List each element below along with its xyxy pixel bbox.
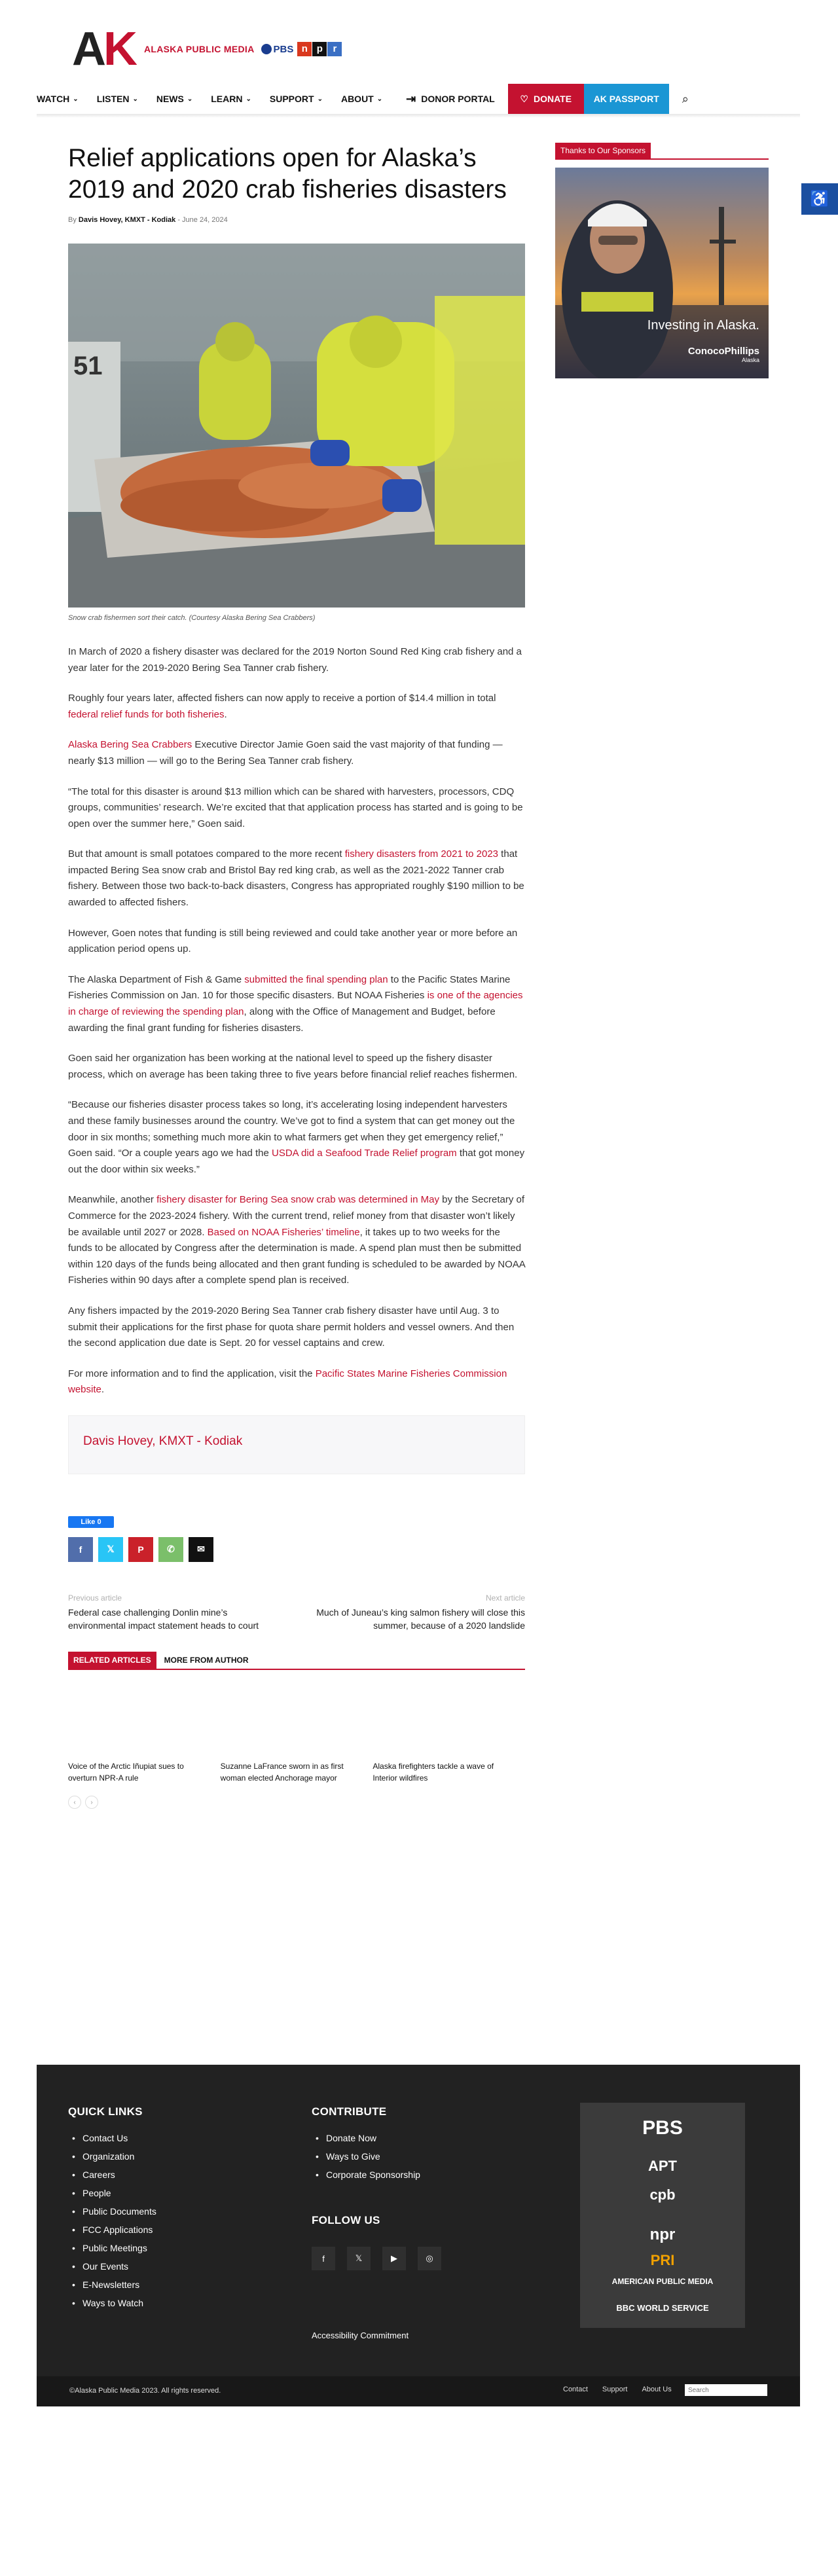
p12-text-a: For more information and to find the application, visit the [68, 1368, 316, 1379]
npr-letter-p: p [312, 42, 327, 56]
p7-text-c: , along with the Office of Management and Budget, before awarding the final grant funding for fisheries disasters. [68, 1006, 496, 1034]
partner-apm-logo[interactable]: AMERICAN PUBLIC MEDIA [611, 2277, 714, 2286]
footer-link[interactable]: • FCC Applications [68, 2224, 156, 2235]
paragraph-6: However, Goen notes that funding is still being reviewed and could take another year or more before an application period opens up. [68, 927, 518, 955]
accessibility-commitment-link[interactable]: Accessibility Commitment [312, 2331, 409, 2340]
byline [68, 216, 525, 224]
footer-link[interactable]: • Ways to Give [312, 2151, 453, 2162]
share-facebook-icon[interactable]: f [68, 1537, 93, 1562]
footer-link[interactable]: • E-Newsletters [68, 2279, 156, 2290]
p5-text-a: But that amount is small potatoes compared to the more recent [68, 848, 345, 860]
paragraph-7 [68, 972, 525, 1036]
footer-link[interactable]: • Our Events [68, 2261, 156, 2272]
paragraph-4: “The total for this disaster is around $13 million which can be shared with harvesters, processors, CDQ groups, communities’ research. We’re excited that that application process has started and is going to be open over the summer here,” Goen said. [68, 786, 523, 829]
instagram-icon[interactable]: ◎ [418, 2247, 441, 2270]
related-item[interactable]: Alaska firefighters tackle a wave of Interior wildfires [373, 1762, 494, 1783]
p2-text-b: . [224, 708, 227, 720]
paragraph-1: In March of 2020 a fishery disaster was declared for the 2019 Norton Sound Red King crab fishery and a year later for the 2019-2020 Bering Sea Tanner crab fishery. [68, 645, 522, 674]
x-icon[interactable]: 𝕏 [347, 2247, 371, 2270]
footer-bottom-links [563, 2386, 686, 2393]
sponsor-ad-brand [688, 346, 759, 363]
contribute-title: CONTRIBUTE [312, 2105, 387, 2118]
facebook-icon[interactable]: f [312, 2247, 335, 2270]
chevron-down-icon: ⌄ [246, 95, 251, 103]
pager-next-icon[interactable]: › [85, 1796, 98, 1809]
social-links [312, 2247, 453, 2270]
site-footer [37, 2065, 800, 2406]
npr-letter-r: r [327, 42, 342, 56]
site-logo[interactable] [72, 23, 342, 75]
article [68, 143, 525, 1809]
related-item[interactable]: Voice of the Arctic Iñupiat sues to overturn NPR-A rule [68, 1762, 184, 1783]
search-icon[interactable]: ⌕ [682, 92, 689, 105]
copyright: ©Alaska Public Media 2023. All rights reserved. [69, 2387, 221, 2395]
heart-icon: ♡ [520, 93, 528, 104]
nav-about-label: ABOUT [340, 94, 374, 104]
p12-text-b: . [101, 1384, 105, 1396]
nav-support[interactable] [270, 94, 323, 104]
tab-related-articles[interactable]: RELATED ARTICLES [68, 1652, 156, 1669]
logo-text: ALASKA PUBLIC MEDIA [144, 44, 255, 54]
chevron-down-icon: ⌄ [132, 95, 138, 103]
ak-passport-button[interactable]: AK PASSPORT [584, 84, 669, 114]
crab-fishermen-photo [68, 244, 525, 608]
footer-bottom-bar [37, 2376, 800, 2406]
contribute-list [312, 2133, 453, 2180]
footer-link[interactable]: • Public Meetings [68, 2243, 156, 2253]
p2-text-a: Roughly four years later, affected fishers can now apply to receive a portion of $14.4 million in total [68, 693, 496, 704]
byline-by: By [68, 215, 77, 224]
facebook-like-button[interactable]: Like 0 [68, 1516, 114, 1528]
chevron-down-icon: ⌄ [187, 95, 193, 103]
pager-prev-icon[interactable]: ‹ [68, 1796, 81, 1809]
paragraph-11: Any fishers impacted by the 2019-2020 Bering Sea Tanner crab fishery disaster have until Aug. 3 to submit their applications for the first phase for quota share permit holders and vessel owners. And then the second application due date is Sept. 20 for vessel captains and crew. [68, 1305, 515, 1349]
footer-search-input[interactable] [685, 2384, 767, 2396]
npr-letter-n: n [297, 42, 312, 56]
donate-button[interactable] [508, 84, 584, 114]
svg-text:51: 51 [73, 351, 103, 380]
nav-news[interactable] [156, 94, 192, 104]
related-item[interactable]: Suzanne LaFrance sworn in as first woman elected Anchorage mayor [220, 1762, 344, 1783]
next-article[interactable] [309, 1593, 525, 1632]
p3-text: Executive Director Jamie Goen said the vast majority of that funding — nearly $13 million — will go to the Bering Sea Tanner crab fishery. [68, 739, 503, 767]
footer-quick-links [68, 2105, 156, 2316]
main-nav [37, 84, 723, 114]
partner-cpb-logo[interactable]: cpb [649, 2186, 676, 2203]
donor-portal-label: DONOR PORTAL [421, 94, 495, 104]
footer-link[interactable]: • Contact Us [68, 2133, 156, 2143]
p9-text-a: “Because our fisheries disaster process takes so long, it’s accelerating losing independent harvesters and these family businesses around the country. We’ve got to find a system that can get money out the door in six months; something much more akin to what farmers get when they get emergency relief,” Goen said. “Or a couple years ago we had the [68, 1099, 515, 1159]
logo-letter-k: K [103, 23, 137, 75]
paragraph-2 [68, 691, 525, 723]
share-pinterest-icon[interactable]: P [128, 1537, 153, 1562]
quick-links-title: QUICK LINKS [68, 2105, 143, 2118]
footer-bottom-link[interactable]: About Us [642, 2386, 672, 2393]
hero-image [68, 244, 525, 608]
footer-link[interactable]: • Corporate Sponsorship [312, 2169, 453, 2180]
previous-article-label: Previous article [68, 1593, 122, 1603]
pbs-text: PBS [273, 43, 294, 55]
site-header [0, 0, 838, 118]
p7-text-b: to the Pacific States Marine Fisheries Commission on Jan. 10 for those specific disasters. But NOAA Fisheries [68, 973, 511, 1002]
share-email-icon[interactable]: ✉ [189, 1537, 213, 1562]
tab-more-from-author[interactable]: MORE FROM AUTHOR [164, 1656, 249, 1665]
logo-letter-a: A [72, 23, 102, 75]
partner-logos [580, 2103, 745, 2328]
link-usda-seafood-relief[interactable]: USDA did a Seafood Trade Relief program [272, 1148, 457, 1159]
partner-bbc-logo[interactable]: BBC WORLD SERVICE [616, 2303, 709, 2313]
related-pager [68, 1796, 525, 1809]
p10-text-a: Meanwhile, another [68, 1194, 157, 1206]
nav-learn[interactable] [211, 94, 251, 104]
next-article-label: Next article [485, 1593, 525, 1603]
donate-label: DONATE [533, 94, 572, 104]
share-x-icon[interactable]: 𝕏 [98, 1537, 123, 1562]
footer-link[interactable]: • People [68, 2188, 156, 2198]
chevron-down-icon: ⌄ [376, 95, 383, 103]
paragraph-3 [68, 737, 525, 769]
sponsor-ad-tagline: Investing in Alaska. [647, 318, 759, 333]
footer-bottom-link[interactable]: Contact [563, 2386, 588, 2393]
nav-watch[interactable] [37, 94, 79, 104]
accessibility-icon[interactable]: ♿ [801, 183, 838, 215]
footer-bottom-link[interactable]: Support [602, 2386, 628, 2393]
pbs-head-icon [261, 44, 272, 54]
paragraph-9 [68, 1097, 525, 1178]
paragraph-5 [68, 846, 525, 911]
share-buttons [68, 1537, 525, 1562]
footer-link[interactable]: • Organization [68, 2151, 156, 2162]
byline-author[interactable]: Davis Hovey, KMXT - Kodiak [78, 215, 176, 224]
post-navigation [68, 1593, 525, 1632]
nav-learn-label: LEARN [211, 94, 243, 104]
byline-date: - June 24, 2024 [177, 215, 228, 224]
link-federal-relief-funds[interactable]: federal relief funds for both fisheries [68, 708, 225, 720]
article-title: Relief applications open for Alaska’s 2019 and 2020 crab fisheries disasters [68, 144, 507, 204]
hero-caption: Snow crab fishermen sort their catch. (Courtesy Alaska Bering Sea Crabbers) [68, 613, 316, 622]
footer-link[interactable]: • Careers [68, 2169, 156, 2180]
link-alaska-bering-sea-crabbers[interactable]: Alaska Bering Sea Crabbers [68, 739, 192, 751]
author-box-name[interactable]: Davis Hovey, KMXT - Kodiak [83, 1434, 243, 1448]
youtube-icon[interactable]: ▶ [382, 2247, 406, 2270]
related-tabs [68, 1652, 525, 1670]
chevron-down-icon: ⌄ [73, 95, 79, 103]
link-final-spending-plan[interactable]: submitted the final spending plan [244, 973, 388, 985]
sign-in-icon: ⇥ [406, 92, 416, 105]
p10-text-c: , it takes up to two weeks for the funds to be allocated by Congress after the determination is made. A spend plan must then be submitted within 120 days of the funds being allocated and then grant funding is scheduled to be awarded by NOAA Fisheries within 90 days after a complete spend plan is received. [68, 1226, 525, 1286]
p5-text-b: that impacted Bering Sea snow crab and Bristol Bay red king crab, as well as the 2021-2022 Tanner crab fishery. Between those two back-to-back disasters, Congress has appropriated roughly $190 million to be awarded to affected fishers. [68, 848, 524, 909]
p9-text-b: that got money out the door within six weeks.” [68, 1148, 525, 1175]
sidebar [555, 143, 769, 378]
paragraph-8: Goen said her organization has been working at the national level to speed up the fishery disaster process, which on average has been taking three to five years before financial relief reaches fishermen. [68, 1053, 518, 1080]
partner-npr-logo[interactable]: npr [649, 2226, 676, 2243]
author-box [68, 1415, 525, 1474]
nav-listen-label: LISTEN [96, 94, 130, 104]
paragraph-12 [68, 1366, 525, 1398]
previous-article-title[interactable]: Federal case challenging Donlin mine’s environmental impact statement heads to court [68, 1606, 259, 1631]
partner-apt-logo[interactable]: APT [648, 2158, 677, 2174]
nav-about[interactable] [341, 94, 382, 104]
link-reviewing-agencies[interactable]: is one of the agencies in charge of reviewing the spending plan [68, 990, 523, 1018]
nav-divider [37, 114, 800, 118]
nav-watch-label: WATCH [37, 94, 70, 104]
p10-text-b: by the Secretary of Commerce for the 2023-2024 fishery. With the current trend, relief money from that disaster won’t likely be available until 2027 or 2028. [68, 1194, 525, 1238]
nav-listen[interactable] [97, 94, 138, 104]
sponsor-label: Thanks to Our Sponsors [555, 143, 651, 158]
quick-links-list [68, 2133, 156, 2308]
footer-link[interactable]: • Ways to Watch [68, 2298, 156, 2308]
sponsor-ad-brand-name: ConocoPhillips [687, 346, 759, 357]
donor-portal-link[interactable] [406, 92, 495, 106]
npr-logo [297, 42, 342, 56]
sponsor-ad[interactable] [555, 168, 769, 378]
previous-article[interactable] [68, 1593, 284, 1632]
link-psmfc-website[interactable]: Pacific States Marine Fisheries Commission website [68, 1368, 507, 1396]
link-noaa-timeline[interactable]: Based on NOAA Fisheries’ timeline [207, 1226, 360, 1238]
footer-contribute [312, 2105, 453, 2270]
partner-pri-logo[interactable]: PRI [650, 2252, 675, 2268]
paragraph-10 [68, 1192, 525, 1289]
link-fishery-disasters[interactable]: fishery disasters from 2021 to 2023 [344, 848, 499, 860]
follow-us-title: FOLLOW US [312, 2214, 380, 2226]
link-snow-crab-disaster[interactable]: fishery disaster for Bering Sea snow crab was determined in May [156, 1194, 439, 1206]
related-grid [68, 1760, 525, 1784]
nav-support-label: SUPPORT [269, 94, 314, 104]
nav-news-label: NEWS [156, 94, 184, 104]
pbs-logo [261, 44, 294, 55]
share-whatsapp-icon[interactable]: ✆ [158, 1537, 183, 1562]
sponsor-ad-brand-sub: Alaska [741, 357, 759, 363]
p7-text-a: The Alaska Department of Fish & Game [68, 973, 245, 985]
ak-logo-mark [72, 23, 137, 75]
next-article-title[interactable]: Much of Juneau’s king salmon fishery will close this summer, because of a 2020 landslide [316, 1606, 525, 1631]
footer-link[interactable]: • Public Documents [68, 2206, 156, 2217]
sponsor-divider [555, 158, 769, 160]
chevron-down-icon: ⌄ [317, 95, 323, 103]
footer-link[interactable]: • Donate Now [312, 2133, 453, 2143]
partner-pbs-logo[interactable]: PBS [642, 2117, 683, 2139]
